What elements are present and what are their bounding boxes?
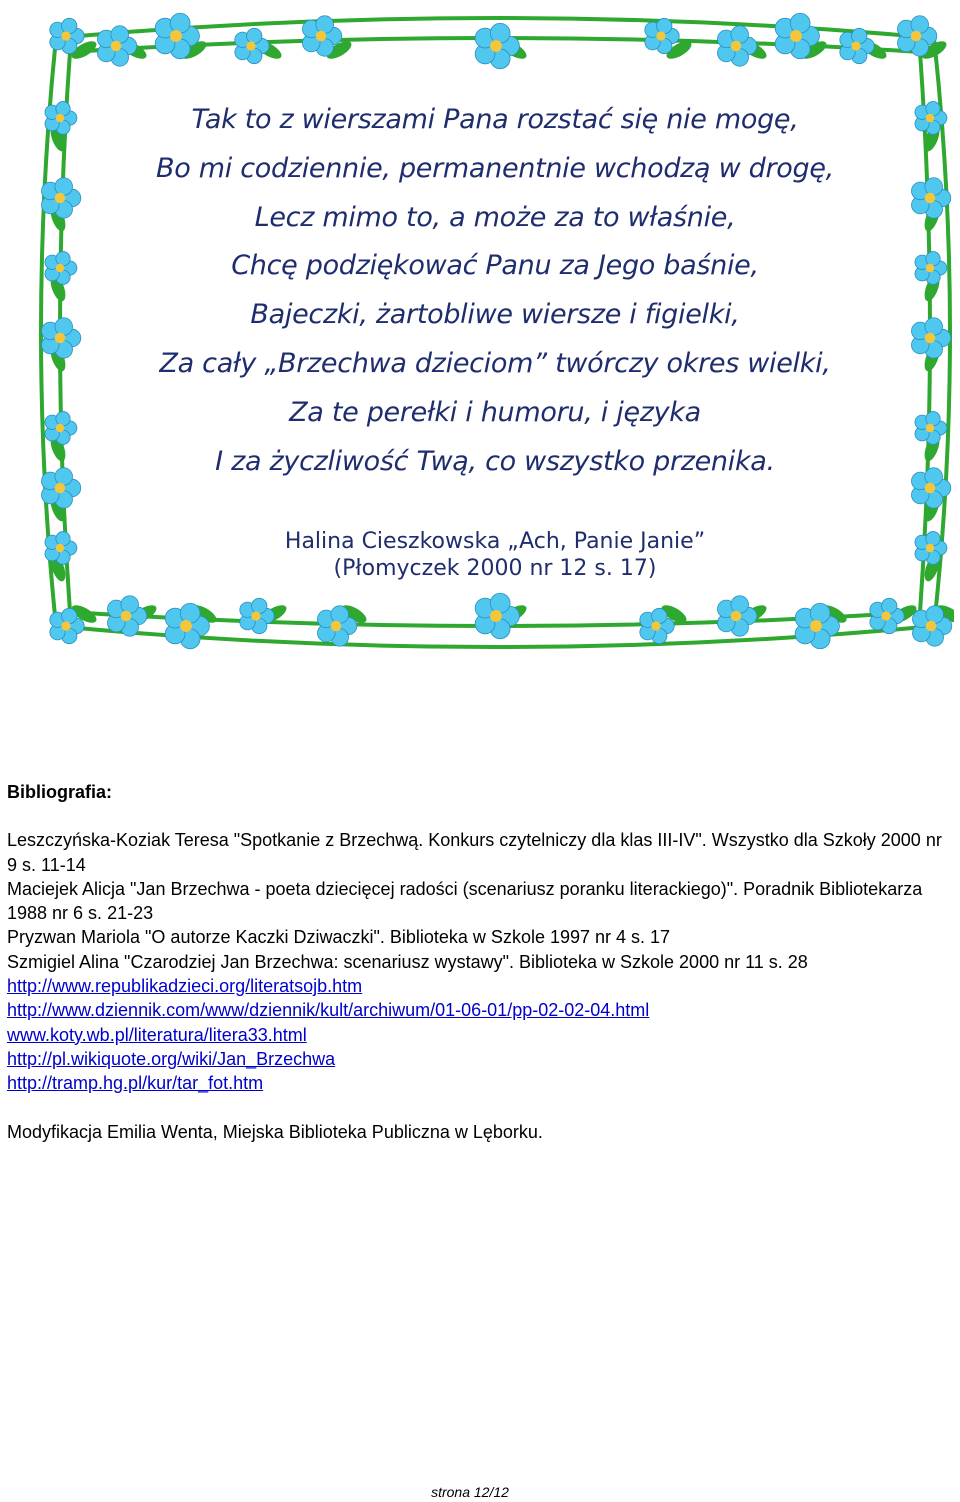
- bibliography-entry: Pryzwan Mariola "O autorze Kaczki Dziwaczki". Biblioteka w Szkole 1997 nr 4 s. 17: [7, 927, 671, 948]
- bibliography-link[interactable]: http://pl.wikiquote.org/wiki/Jan_Brzechwa: [7, 1048, 336, 1069]
- bibliography-section: [7, 780, 952, 1144]
- poem-line-3: Lecz mimo to, a może za to właśnie,: [254, 202, 736, 233]
- poem-frame-image: [36, 8, 954, 656]
- poem-line-5: Bajeczki, żartobliwe wiersze i figielki,: [250, 299, 740, 330]
- bibliography-link[interactable]: www.koty.wb.pl/literatura/litera33.html: [7, 1024, 307, 1045]
- bibliography-heading: Bibliografia:: [7, 782, 113, 802]
- poem-line-8: I za życzliwość Twą, co wszystko przenika.: [215, 446, 775, 477]
- poem-line-7: Za te perełki i humoru, i języka: [289, 397, 701, 428]
- poem-line-1: Tak to z wierszami Pana rozstać się nie mogę,: [191, 104, 799, 135]
- modification-note: Modyfikacja Emilia Wenta, Miejska Biblioteka Publiczna w Lęborku.: [7, 1121, 543, 1142]
- bibliography-link[interactable]: http://www.republikadzieci.org/literatsojb.htm: [7, 976, 363, 997]
- poem: [36, 8, 954, 656]
- poem-source: (Płomyczek 2000 nr 12 s. 17): [333, 556, 657, 581]
- bibliography-entry: Leszczyńska-Koziak Teresa "Spotkanie z Brzechwą. Konkurs czytelniczy dla klas III-IV". Wszystko dla Szkoły 2000 nr 9 s. 11-14: [7, 830, 942, 875]
- page-number: strona 12/12: [431, 1484, 509, 1500]
- bibliography-entry: Maciejek Alicja "Jan Brzechwa - poeta dziecięcej radości (scenariusz poranku literackiego)". Poradnik Bibliotekarza 1988 nr 6 s. 21-23: [7, 878, 923, 924]
- bibliography-link[interactable]: http://tramp.hg.pl/kur/tar_fot.htm: [7, 1073, 264, 1094]
- poem-line-2: Bo mi codziennie, permanentnie wchodzą w drogę,: [156, 153, 834, 184]
- poem-line-6: Za cały „Brzechwa dzieciom” twórczy okres wielki,: [159, 348, 831, 379]
- bibliography-link[interactable]: http://www.dziennik.com/www/dziennik/kult/archiwum/01-06-01/pp-02-02-04.html: [7, 1000, 650, 1021]
- bibliography-entry: Szmigiel Alina "Czarodziej Jan Brzechwa: scenariusz wystawy". Biblioteka w Szkole 2000 nr 11 s. 28: [7, 951, 808, 972]
- poem-author: Halina Cieszkowska „Ach, Panie Janie”: [284, 529, 706, 554]
- poem-line-4: Chcę podziękować Panu za Jego baśnie,: [231, 250, 759, 281]
